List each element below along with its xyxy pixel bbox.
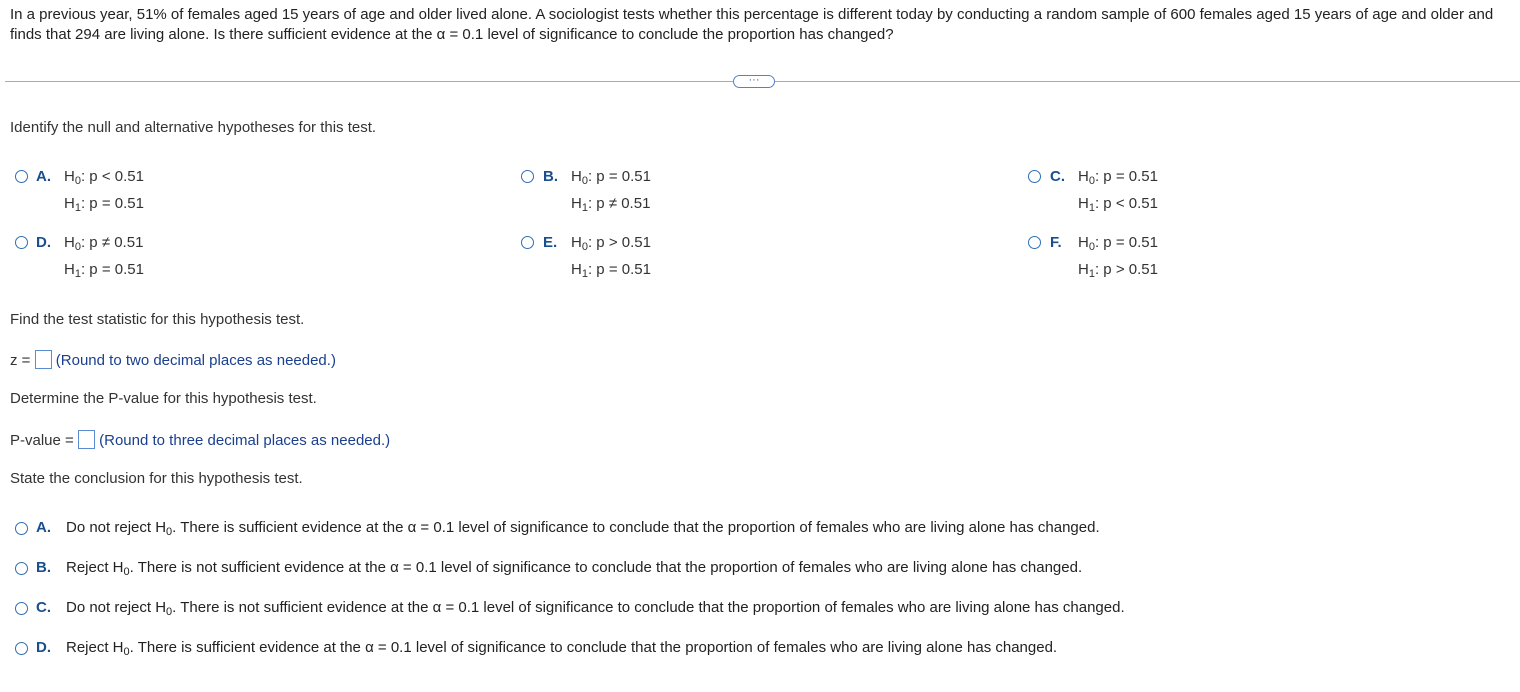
hypotheses-prompt: Identify the null and alternative hypotheses for this test. [10,119,377,136]
alternative-hypothesis: $H_1$: p = 0.51 [64,261,144,280]
radio-button[interactable] [521,170,534,183]
option-letter: C. [1050,168,1065,185]
radio-button[interactable] [1028,236,1041,249]
alternative-hypothesis: $H_1$: p > 0.51 [1078,261,1158,280]
radio-button[interactable] [15,522,28,535]
option-letter: A. [36,519,51,536]
z-rounding-hint: (Round to two decimal places as needed.) [55,352,336,369]
p-value-rounding-hint: (Round to three decimal places as needed.) [99,432,391,449]
option-letter: C. [36,599,51,616]
alternative-hypothesis: $H_1$: p = 0.51 [571,261,651,280]
radio-button[interactable] [15,602,28,615]
alternative-hypothesis: $H_1$: p < 0.51 [1078,195,1158,214]
p-value-answer-input[interactable] [78,430,95,449]
conclusion-text: Reject $H_0$. There is not sufficient evidence at the α = 0.1 level of significance to conclude that the proportion of females who are living alone has changed. [66,559,1083,578]
null-hypothesis: $H_0$: p < 0.51 [64,168,144,187]
radio-button[interactable] [521,236,534,249]
conclusion-text: Reject $H_0$. There is sufficient evidence at the α = 0.1 level of significance to conclude that the proportion of females who are living alone has changed. [66,639,1058,658]
option-letter: F. [1050,234,1062,251]
p-value-row [10,430,390,449]
conclusion-text: Do not reject $H_0$. There is not sufficient evidence at the α = 0.1 level of significance to conclude that the proportion of females who are living alone has changed. [66,599,1125,618]
radio-button[interactable] [15,642,28,655]
test-statistic-prompt: Find the test statistic for this hypothesis test. [10,311,305,328]
null-hypothesis: $H_0$: p = 0.51 [571,168,651,187]
test-statistic-row [10,350,336,369]
radio-button[interactable] [15,236,28,249]
conclusion-prompt: State the conclusion for this hypothesis test. [10,470,303,487]
alternative-hypothesis: $H_1$: p = 0.51 [64,195,144,214]
expand-more-button[interactable]: ··· [733,75,775,88]
option-letter: B. [543,168,558,185]
option-letter: A. [36,168,51,185]
conclusion-text: Do not reject $H_0$. There is sufficient evidence at the α = 0.1 level of significance to conclude that the proportion of females who are living alone has changed. [66,519,1100,538]
null-hypothesis: $H_0$: p ≠ 0.51 [64,234,144,253]
option-letter: D. [36,234,51,251]
null-hypothesis: $H_0$: p = 0.51 [1078,168,1158,187]
null-hypothesis: $H_0$: p = 0.51 [1078,234,1158,253]
radio-button[interactable] [15,562,28,575]
option-letter: B. [36,559,51,576]
option-letter: D. [36,639,51,656]
radio-button[interactable] [1028,170,1041,183]
p-value-label: P-value = [10,432,74,449]
radio-button[interactable] [15,170,28,183]
p-value-prompt: Determine the P-value for this hypothesis test. [10,390,317,407]
z-answer-input[interactable] [35,350,52,369]
null-hypothesis: $H_0$: p > 0.51 [571,234,651,253]
option-letter: E. [543,234,558,251]
problem-statement: In a previous year, 51% of females aged 15 years of age and older lived alone. A sociologist tests whether this percentage is different today by conducting a random sample of 600 females aged 15 years of age and older and finds that 294 are living alone. Is there sufficient evidence at the α = 0.1 level of significance to conclude the proportion has changed? [10,6,1494,43]
z-label: z = [10,352,31,369]
alternative-hypothesis: $H_1$: p ≠ 0.51 [571,195,651,214]
